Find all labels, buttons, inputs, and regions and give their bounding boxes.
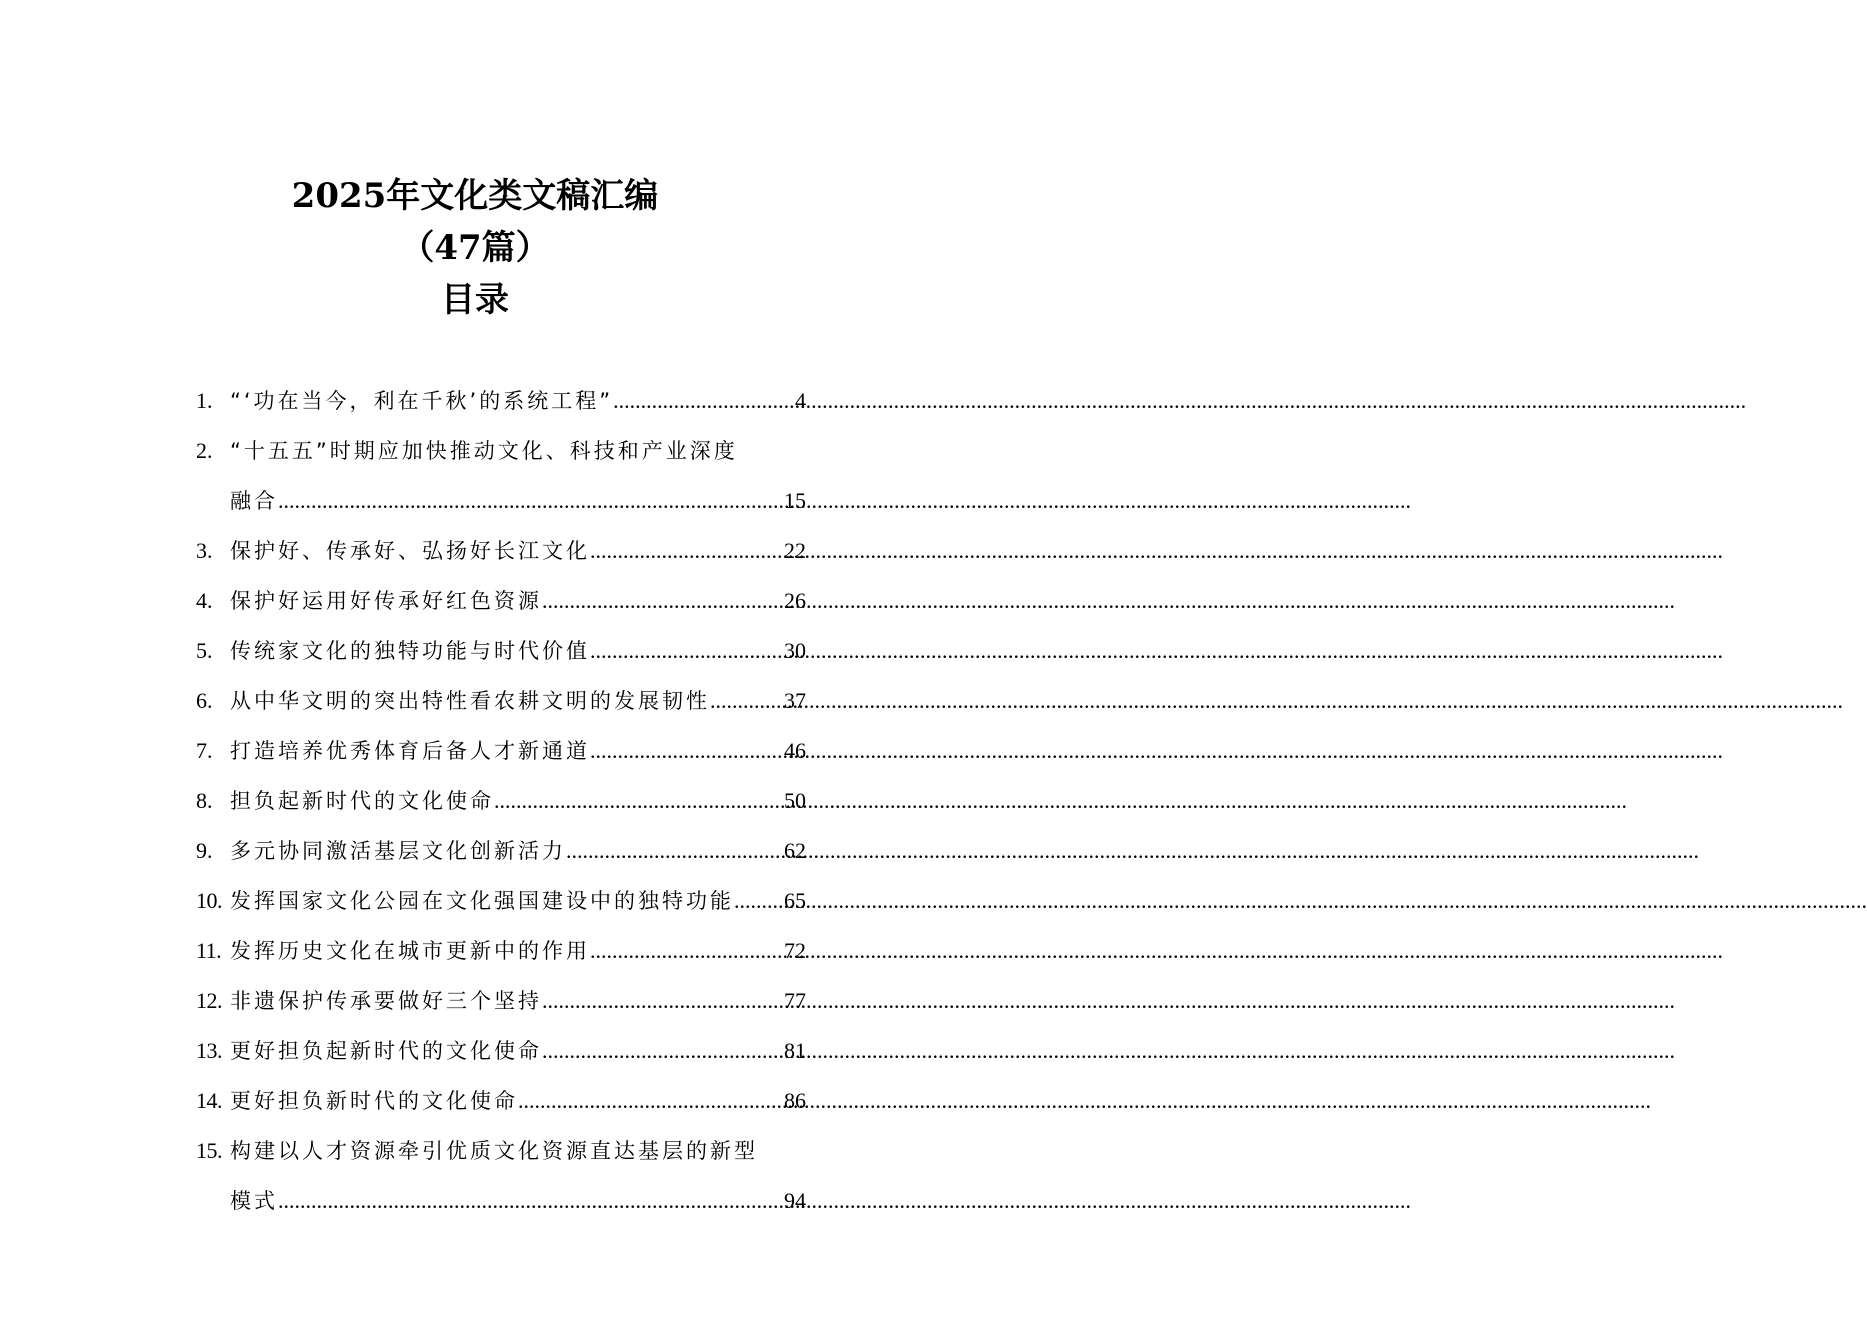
toc-entry-7[interactable]	[196, 726, 806, 776]
toc-heading: 目录	[441, 280, 509, 320]
toc-title: 更好担负新时代的文化使命	[230, 1089, 518, 1113]
toc-title: 打造培养优秀体育后备人才新通道	[230, 739, 590, 763]
toc-page-number: 26	[784, 588, 806, 613]
toc-page-number: 15	[784, 488, 806, 513]
toc-leader-dots	[734, 876, 784, 926]
document-count: （47篇）	[400, 228, 550, 268]
toc-entry-3[interactable]	[196, 526, 806, 576]
toc-number: 6.	[196, 688, 213, 713]
toc-title: 担负起新时代的文化使命	[230, 789, 494, 813]
toc-page-number: 81	[784, 1038, 806, 1063]
toc-page-number: 22	[784, 538, 806, 563]
toc-title-continued: 模式	[230, 1189, 278, 1213]
toc-entry-9[interactable]	[196, 826, 806, 876]
toc-number: 5.	[196, 638, 213, 663]
toc-page-number: 62	[784, 838, 806, 863]
document-title: 2025年文化类文稿汇编	[291, 176, 659, 216]
toc-page-number: 94	[784, 1188, 806, 1213]
toc-title: 发挥历史文化在城市更新中的作用	[230, 939, 590, 963]
toc-title: 从中华文明的突出特性看农耕文明的发展韧性	[230, 689, 710, 713]
toc-leader-dots	[494, 776, 784, 826]
toc-title: 非遗保护传承要做好三个坚持	[230, 989, 542, 1013]
toc-number: 7.	[196, 738, 213, 763]
toc-number: 1.	[196, 388, 213, 413]
toc-number: 10.	[196, 888, 222, 913]
toc-number: 9.	[196, 838, 213, 863]
toc-title-continued: 融合	[230, 489, 278, 513]
toc-entry-12[interactable]	[196, 976, 806, 1026]
toc-title: 保护好运用好传承好红色资源	[230, 589, 542, 613]
toc-page-number: 46	[784, 738, 806, 763]
toc-leader-dots	[542, 576, 784, 626]
toc-title: 构建以人才资源牵引优质文化资源直达基层的新型	[230, 1139, 758, 1163]
toc-entry-13[interactable]	[196, 1026, 806, 1076]
title-block	[0, 170, 950, 326]
toc-leader-dots	[710, 676, 784, 726]
toc-title: 保护好、传承好、弘扬好长江文化	[230, 539, 590, 563]
toc-entry-15[interactable]	[196, 1126, 806, 1226]
toc-number: 15.	[196, 1138, 222, 1163]
toc-title: 更好担负起新时代的文化使命	[230, 1039, 542, 1063]
toc-title: 多元协同激活基层文化创新活力	[230, 839, 566, 863]
toc-leader-dots	[542, 1026, 784, 1076]
toc-entry-4[interactable]	[196, 576, 806, 626]
toc-number: 13.	[196, 1038, 222, 1063]
toc-number: 12.	[196, 988, 222, 1013]
toc-leader-dots	[278, 1176, 784, 1226]
toc-entry-1[interactable]	[196, 376, 806, 426]
toc-leader-dots	[590, 726, 784, 776]
toc-number: 8.	[196, 788, 213, 813]
toc-title: “十五五”时期应加快推动文化、科技和产业深度	[230, 439, 738, 463]
toc-entry-11[interactable]	[196, 926, 806, 976]
toc-number: 11.	[196, 938, 222, 963]
toc-entry-14[interactable]	[196, 1076, 806, 1126]
toc-title: 传统家文化的独特功能与时代价值	[230, 639, 590, 663]
toc-leader-dots	[566, 826, 784, 876]
toc-title: 发挥国家文化公园在文化强国建设中的独特功能	[230, 889, 734, 913]
toc-number: 2.	[196, 438, 213, 463]
toc-page-number: 86	[784, 1088, 806, 1113]
toc-leader-dots	[613, 376, 795, 426]
toc-page-number: 50	[784, 788, 806, 813]
toc-entry-10[interactable]	[196, 876, 806, 926]
toc-leader-dots	[518, 1076, 784, 1126]
toc-entry-2[interactable]	[196, 426, 806, 526]
toc-number: 4.	[196, 588, 213, 613]
toc-page-number: 37	[784, 688, 806, 713]
toc-leader-dots	[590, 526, 784, 576]
toc-entry-5[interactable]	[196, 626, 806, 676]
toc-page-number: 72	[784, 938, 806, 963]
toc-title: “‘功在当今，利在千秋’的系统工程”	[230, 389, 614, 413]
toc-leader-dots	[278, 476, 784, 526]
toc-leader-dots	[590, 926, 784, 976]
toc-leader-dots	[542, 976, 784, 1026]
toc-page-number: 30	[784, 638, 806, 663]
toc-entry-8[interactable]	[196, 776, 806, 826]
toc-page-number: 77	[784, 988, 806, 1013]
toc-page-number: 65	[784, 888, 806, 913]
toc-page-number: 4	[795, 388, 806, 413]
toc-entry-6[interactable]	[196, 676, 806, 726]
toc-number: 14.	[196, 1088, 222, 1113]
toc-number: 3.	[196, 538, 213, 563]
toc-leader-dots	[590, 626, 784, 676]
toc-list	[196, 376, 806, 1226]
